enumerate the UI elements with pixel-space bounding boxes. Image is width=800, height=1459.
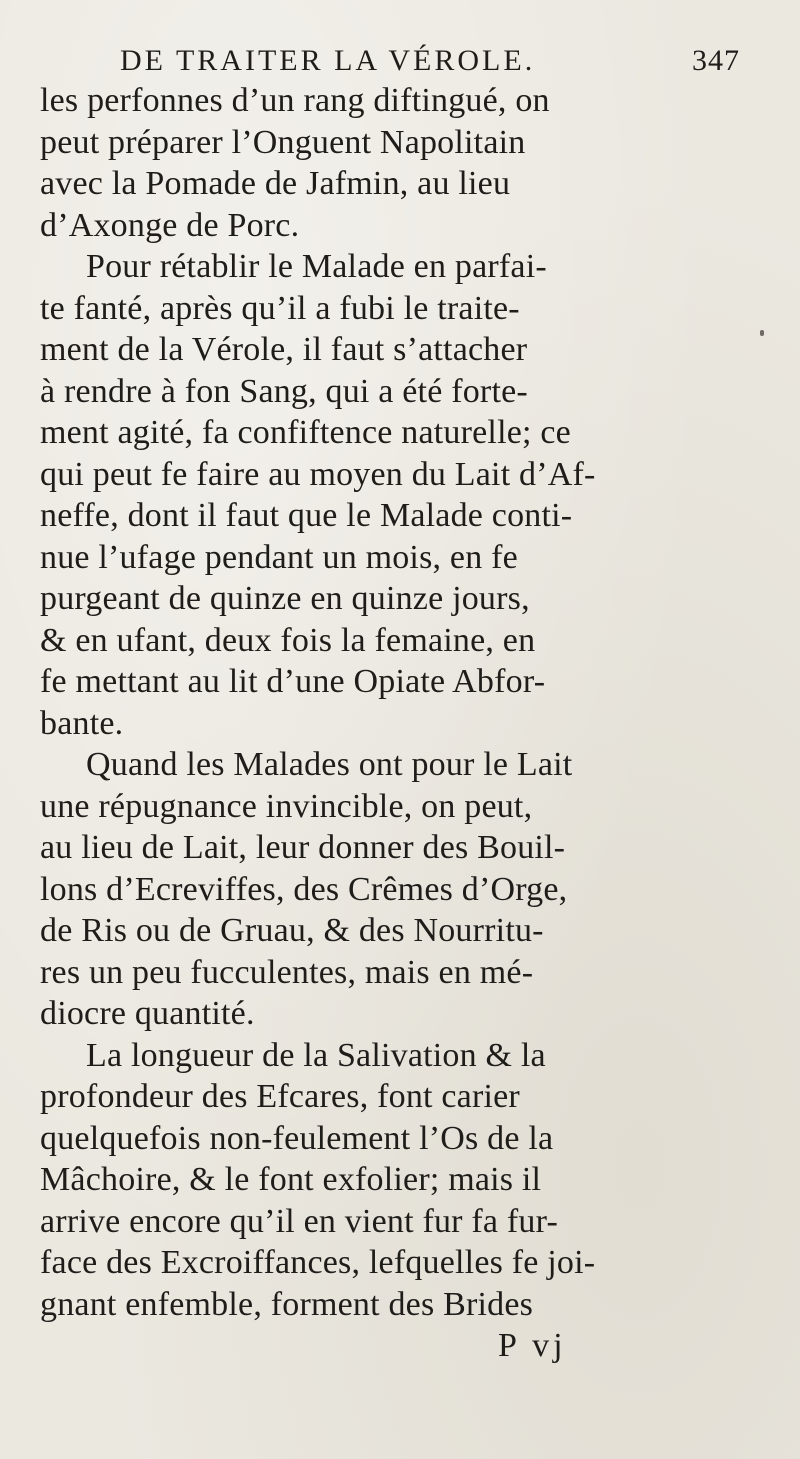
paragraph-first-line: Quand les Malades ont pour le Lait <box>86 746 573 783</box>
text-line: quelquefois non-feulement l’Os de la <box>40 1119 554 1157</box>
paragraph-first-line: Pour rétablir le Malade en parfai- <box>86 248 547 285</box>
text-line: profondeur des Efcares, font carier <box>40 1078 520 1115</box>
text-line: lons d’Ecreviffes, des Crêmes d’Orge, <box>40 870 568 908</box>
text-line: neffe, dont il faut que le Malade conti- <box>40 497 573 534</box>
text-line: une répugnance invincible, on peut, <box>40 787 533 825</box>
text-line: res un peu fucculentes, mais en mé- <box>40 953 534 991</box>
text-line: fe mettant au lit d’une Opiate Abfor- <box>40 663 546 700</box>
text-line: au lieu de Lait, leur donner des Bouil- <box>40 829 566 866</box>
text-line: bante. <box>40 704 124 742</box>
text-line: purgeant de quinze en quinze jours, <box>40 580 530 617</box>
text-line: diocre quantité. <box>40 995 255 1032</box>
page-number: 347 <box>692 44 740 77</box>
text-line: peut préparer l’Onguent Napolitain <box>40 123 526 161</box>
text-line: avec la Pomade de Jafmin, au lieu <box>40 165 511 202</box>
text-line: nue l’ufage pendant un mois, en fe <box>40 538 518 576</box>
text-line: ment de la Vérole, il faut s’attacher <box>40 331 528 368</box>
text-line: ment agité, fa confiftence naturelle; ce <box>40 414 571 451</box>
text-line: les perfonnes d’un rang diftingué, on <box>40 82 550 119</box>
running-head-title: DE TRAITER LA VÉROLE. <box>120 44 536 77</box>
text-line: gnant enfemble, forment des Brides <box>40 1285 534 1323</box>
ink-speck <box>760 330 764 336</box>
text-line: à rendre à fon Sang, qui a été forte- <box>40 372 528 410</box>
text-line: te fanté, après qu’il a fubi le traite- <box>40 289 520 327</box>
text-line: face des Excroiffances, lefquelles fe joi- <box>40 1244 596 1281</box>
catchword: P vj <box>498 1327 567 1364</box>
text-line: arrive encore qu’il en vient fur fa fur- <box>40 1202 558 1240</box>
text-line: Mâchoire, & le font exfolier; mais il <box>40 1161 542 1198</box>
paragraph-first-line: La longueur de la Salivation & la <box>86 1036 546 1074</box>
text-line: & en ufant, deux fois la femaine, en <box>40 621 536 659</box>
text-line: de Ris ou de Gruau, & des Nourritu- <box>40 912 544 949</box>
running-head <box>80 44 740 84</box>
text-line: d’Axonge de Porc. <box>40 206 300 244</box>
text-line: qui peut fe faire au moyen du Lait d’Af- <box>40 455 596 493</box>
